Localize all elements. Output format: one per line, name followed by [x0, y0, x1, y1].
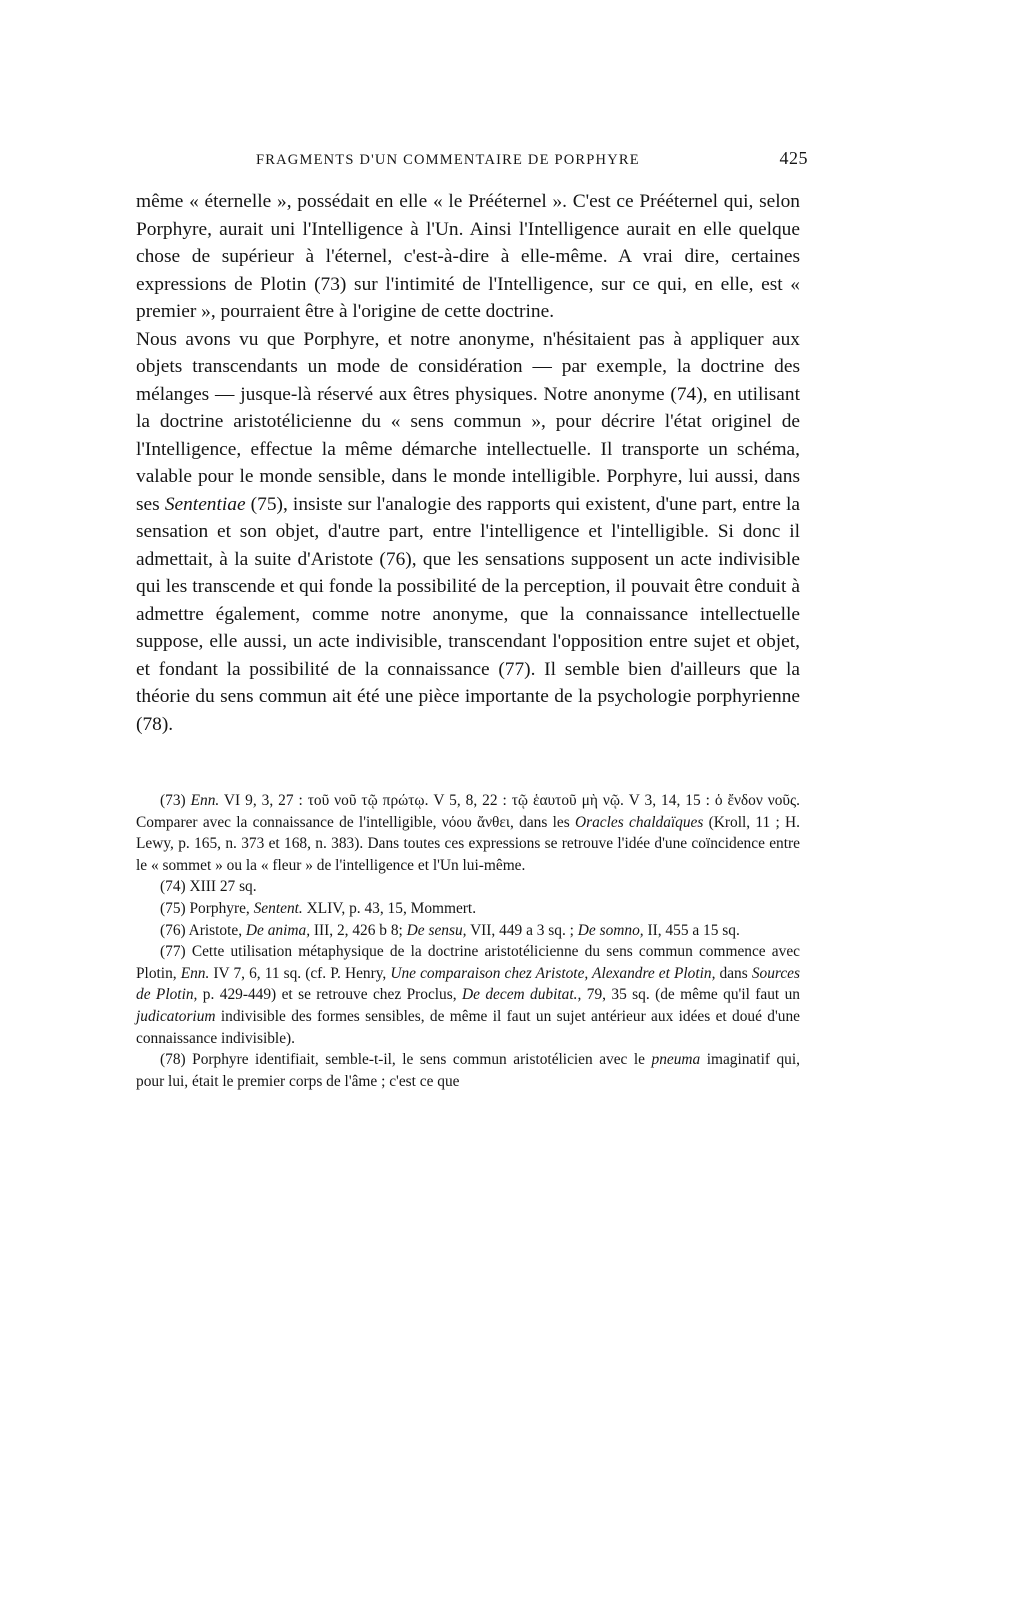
text-segment: imaginatif qui, pour lui, était le premier corps de l'âme ; c'est ce que [136, 1051, 800, 1090]
text-segment: p. 429-449) et se retrouve chez Proclus, [197, 986, 462, 1004]
italic-text-segment: pneuma [651, 1051, 701, 1069]
italic-text-segment: Sententiae [164, 493, 246, 515]
text-segment: (75), insiste sur l'analogie des rapports qui existent, d'une part, entre la sensation et son objet, d'autre part, entre l'intelligence et l'intelligible. Si donc il admettait, à la suite d'Aristote (76), que les sensations supposent un acte indivisible qui les transcende et qui fonde la possibilité de la perception, il pouvait être conduit à admettre également, comme notre anonyme, que la connaissance intellectuelle suppose, elle aussi, un acte indivisible, transcendant l'opposition entre sujet et objet, et fondant la possibilité de la connaissance (77). Il semble bien d'ailleurs que la théorie du sens commun ait été une pièce importante de la psychologie porphyrienne (78). [136, 493, 800, 735]
body-text [136, 188, 800, 738]
italic-text-segment: De sensu, [406, 921, 467, 939]
text-segment: (77) Cette utilisation métaphysique de la doctrine aristotélicienne du sens commun commence avec Plotin, [136, 943, 800, 982]
text-segment: (75) Porphyre, [160, 899, 254, 917]
italic-text-segment: judicatorium [136, 1007, 216, 1025]
footnote [136, 920, 800, 942]
text-segment: Nous avons vu que Porphyre, et notre anonyme, n'hésitaient pas à appliquer aux objets transcendants un mode de considération — par exemple, la doctrine des mélanges — jusque-là réservé aux êtres physiques. Notre anonyme (74), en utilisant la doctrine aristotélicienne du « sens commun », pour décrire l'état originel de l'Intelligence, effectue la même démarche intellectuelle. Il transporte un schéma, valable pour le monde sensible, dans le monde intelligible. Porphyre, lui aussi, dans ses [136, 328, 800, 515]
italic-text-segment: Enn. [180, 964, 210, 982]
footnote [136, 898, 800, 920]
text-segment: (76) Aristote, [160, 921, 246, 939]
italic-text-segment: De anima, [245, 921, 311, 939]
text-segment: (74) XIII 27 sq. [160, 878, 257, 896]
text-segment: (78) Porphyre identifiait, semble-t-il, le sens commun aristotélicien avec le [160, 1051, 652, 1069]
text-segment: (Kroll, 11 ; H. Lewy, p. 165, n. 373 et 168, n. 383). Dans toutes ces expressions se retrouve l'idée d'une coïncidence entre le « sommet » ou la « fleur » de l'intelligence et l'Un lui-même. [136, 813, 801, 874]
italic-text-segment: Enn. [190, 792, 220, 809]
page-number: 425 [779, 148, 808, 168]
text-segment: 79, 35 sq. (de même qu'il faut un [581, 986, 800, 1004]
text-segment: VII, 449 a 3 sq. ; [466, 921, 578, 939]
text-segment: (73) [160, 792, 191, 809]
footnote [136, 941, 800, 1049]
text-segment: même « éternelle », possédait en elle « le Prééternel ». C'est ce Prééternel qui, selon Porphyre, aurait uni l'Intelligence à l'Un. Ainsi l'Intelligence aurait en elle quelque chose de supérieur à l'éternel, c'est-à-dire à elle-même. A vrai dire, certaines expressions de Plotin (73) sur l'intimité de l'Intelligence, sur ce qui, en elle, est « premier », pourraient être à l'origine de cette doctrine. [136, 191, 800, 322]
footnotes [136, 790, 800, 1092]
italic-text-segment: Sources de Plotin, [136, 964, 800, 1004]
italic-text-segment: De decem dubitat., [461, 986, 582, 1004]
body-paragraph [136, 326, 800, 739]
footnote [136, 790, 800, 876]
text-segment: XLIV, p. 43, 15, Mommert. [302, 899, 477, 917]
text-segment: III, 2, 426 b 8; [310, 921, 407, 939]
running-head-title: FRAGMENTS D'UN COMMENTAIRE DE PORPHYRE [256, 152, 640, 168]
italic-text-segment: Une comparaison chez Aristote, Alexandre et Plotin, [390, 964, 716, 982]
italic-text-segment: Sentent. [253, 899, 303, 917]
running-head [136, 148, 808, 176]
text-segment: II, 455 a 15 sq. [643, 921, 740, 939]
text-segment: dans [715, 964, 752, 982]
italic-text-segment: Oracles chaldaïques [575, 813, 704, 831]
text-segment: VI 9, 3, 27 : τοῦ νοῦ τῷ πρώτῳ. V 5, 8, 22 : τῷ ἑαυτοῦ μὴ νῷ. V 3, 14, 15 : ὁ ἔνδον νοῦς. Comparer avec la connaissance de l'intelligible, νόου ἄνθει, dans les [136, 792, 800, 831]
footnote [136, 876, 800, 898]
book-page [136, 148, 808, 1092]
footnote [136, 1049, 800, 1092]
body-paragraph [136, 188, 800, 326]
text-segment: IV 7, 6, 11 sq. (cf. P. Henry, [209, 964, 391, 982]
italic-text-segment: De somno, [577, 921, 644, 939]
text-segment: indivisible des formes sensibles, de même il faut un sujet antérieur aux idées et doué d'une connaissance indivisible). [136, 1007, 800, 1047]
